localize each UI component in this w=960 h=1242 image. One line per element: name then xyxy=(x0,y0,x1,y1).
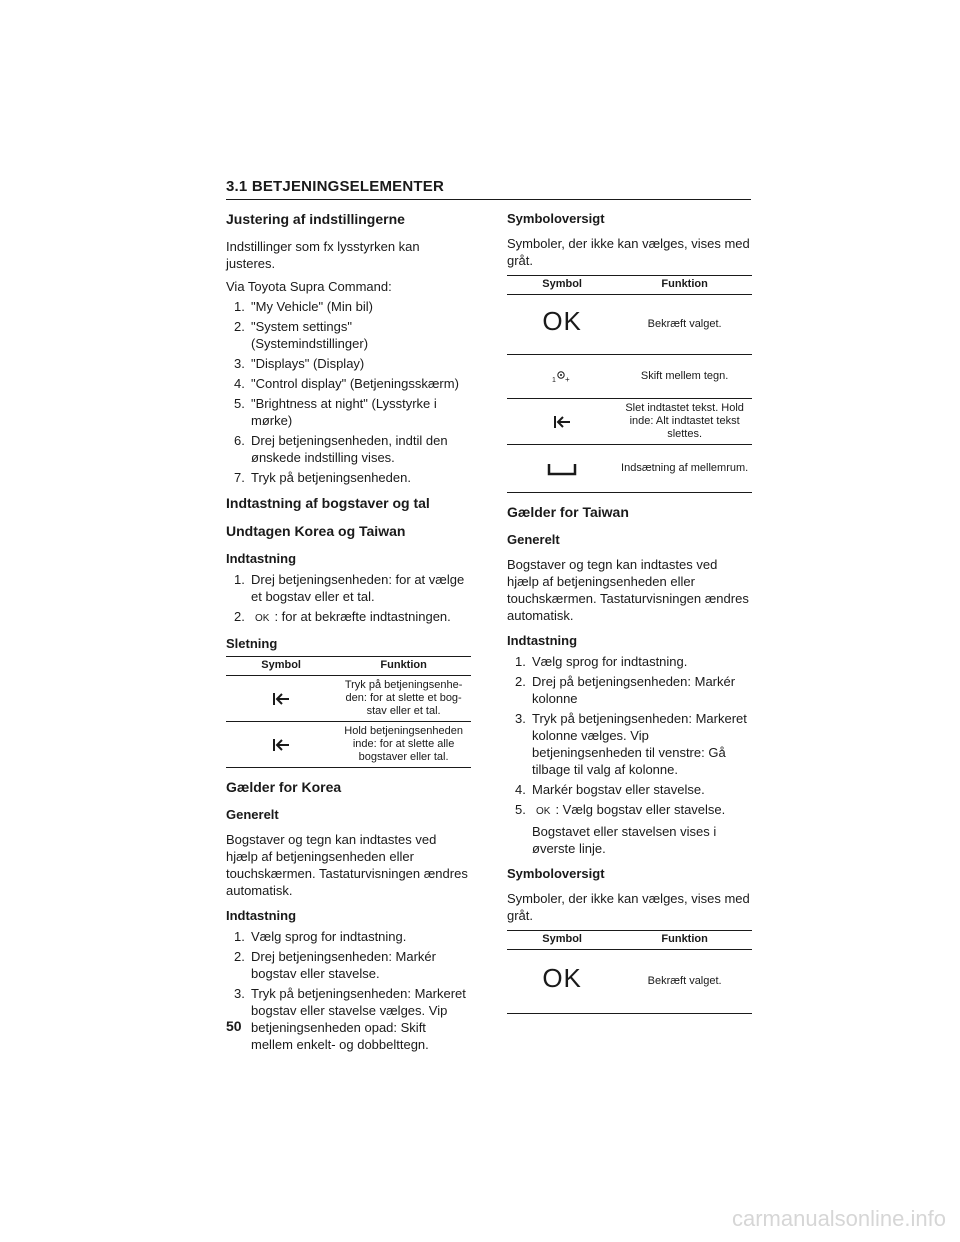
table-row: OK Bekræft valget. xyxy=(507,295,752,355)
list-item: 2. Drej betjeningsenheden: Markér bogstav eller stavelse. xyxy=(234,949,436,981)
list-item: 1. Vælg sprog for indtastning. xyxy=(515,654,688,669)
section-header: 3.1 BETJENINGSELEMENTER xyxy=(226,178,751,200)
table-header-function: Funktion xyxy=(336,657,471,676)
taiwan-heading: Gælder for Taiwan xyxy=(507,504,629,520)
watermark: carmanualsonline.info xyxy=(731,1206,946,1231)
adjust-steps xyxy=(226,298,471,486)
page-number: 50 xyxy=(226,1018,242,1034)
table-header-symbol: Symbol xyxy=(507,931,617,950)
table-row: Indsætning af mellemrum. xyxy=(507,445,752,493)
table-row: Tryk på betjeningsenhe-den: for at slette et bog-stav eller et tal. xyxy=(226,676,471,722)
list-item: 2. OK : for at bekræfte indtastningen. xyxy=(226,608,471,627)
delete-arrow-icon xyxy=(553,415,571,429)
korea-heading: Gælder for Korea xyxy=(226,779,342,795)
adjust-intro: Indstillinger som fx lysstyrken kan justeres. xyxy=(226,239,420,271)
taiwan-steps xyxy=(507,653,752,820)
right-column xyxy=(507,210,752,1024)
space-icon xyxy=(547,462,577,476)
adjust-via: Via Toyota Supra Command: xyxy=(226,279,392,294)
list-item: 4. Markér bogstav eller stavelse. xyxy=(515,782,705,797)
list-item: 3. Tryk på betjeningsenheden: Markeret bogstav eller stavelse vælges. Vip betjeningsenheden opad: Skift mellem enkelt- og dobbelttegn. xyxy=(234,986,466,1052)
adjust-heading: Justering af indstillingerne xyxy=(226,211,405,227)
list-item: 1. Vælg sprog for indtastning. xyxy=(234,929,407,944)
taiwan-symbols-heading: Symboloversigt xyxy=(507,866,605,881)
list-item: 2. "System settings" (Systemindstillinger) xyxy=(234,319,369,351)
table-row: Hold betjeningsenheden inde: for at slette alle bogstaver eller tal. xyxy=(226,722,471,768)
table-header-function: Funktion xyxy=(617,931,752,950)
korea-steps xyxy=(226,928,471,1053)
taiwan-entry-heading: Indtastning xyxy=(507,633,578,648)
korea-general-text: Bogstaver og tegn kan indtastes ved hjælp af betjeningsenheden eller touchskærmen. Tastaturvisningen ændres automatisk. xyxy=(226,832,468,898)
svg-text:+: + xyxy=(565,374,570,384)
taiwan-symbols-table xyxy=(507,930,752,1014)
taiwan-step5-note: Bogstavet eller stavelsen vises i øverste linje. xyxy=(532,824,717,856)
list-item: 5. "Brightness at night" (Lysstyrke i mørke) xyxy=(234,396,437,428)
list-item: 3. Tryk på betjeningsenheden: Markeret kolonne vælges. Vip betjeningsenheden til venstre: Gå tilbage til valg af kolonne. xyxy=(515,711,747,777)
delete-heading: Sletning xyxy=(226,636,278,651)
table-header-symbol: Symbol xyxy=(507,276,617,295)
list-item: 4. "Control display" (Betjeningsskærm) xyxy=(234,376,459,391)
ok-icon: OK xyxy=(536,806,551,817)
switch-chars-icon xyxy=(551,368,573,386)
table-header-function: Funktion xyxy=(617,276,752,295)
input-subheading: Undtagen Korea og Taiwan xyxy=(226,523,406,539)
korea-entry-heading: Indtastning xyxy=(226,908,297,923)
table-row: OK Bekræft valget. xyxy=(507,950,752,1014)
symbols-heading: Symboloversigt xyxy=(507,211,605,226)
symbols-intro: Symboler, der ikke kan vælges, vises med gråt. xyxy=(507,236,750,268)
input-heading: Indtastning af bogstaver og tal xyxy=(226,495,430,511)
list-item: 6. Drej betjeningsenheden, indtil den ønskede indstilling vises. xyxy=(234,433,448,465)
list-item: 1. Drej betjeningsenheden: for at vælge et bogstav eller et tal. xyxy=(234,572,465,604)
table-row: Slet indtastet tekst. Hold inde: Alt indtastet tekst slettes. xyxy=(507,399,752,445)
list-item: 5. OK : Vælg bogstav eller stavelse. xyxy=(507,801,752,820)
entry-steps xyxy=(226,571,471,627)
table-row: 1 + Skift mellem tegn. xyxy=(507,355,752,399)
delete-arrow-icon xyxy=(272,738,290,752)
taiwan-general-heading: Generelt xyxy=(507,532,560,547)
svg-text:1: 1 xyxy=(552,376,557,384)
entry-heading: Indtastning xyxy=(226,551,297,566)
taiwan-symbols-intro: Symboler, der ikke kan vælges, vises med gråt. xyxy=(507,891,750,923)
symbols-table xyxy=(507,275,752,493)
ok-icon: OK xyxy=(255,613,270,624)
left-column xyxy=(226,210,471,1061)
table-header-symbol: Symbol xyxy=(226,657,336,676)
delete-table xyxy=(226,656,471,768)
list-item: 1. "My Vehicle" (Min bil) xyxy=(234,299,373,314)
ok-icon: OK xyxy=(542,306,582,336)
delete-arrow-icon xyxy=(272,692,290,706)
ok-icon: OK xyxy=(542,963,582,993)
list-item: 2. Drej på betjeningsenheden: Markér kolonne xyxy=(515,674,736,706)
taiwan-general-text: Bogstaver og tegn kan indtastes ved hjælp af betjeningsenheden eller touchskærmen. Tastaturvisningen ændres automatisk. xyxy=(507,557,749,623)
list-item: 3. "Displays" (Display) xyxy=(234,356,365,371)
korea-general-heading: Generelt xyxy=(226,807,279,822)
list-item: 7. Tryk på betjeningsenheden. xyxy=(234,470,411,485)
